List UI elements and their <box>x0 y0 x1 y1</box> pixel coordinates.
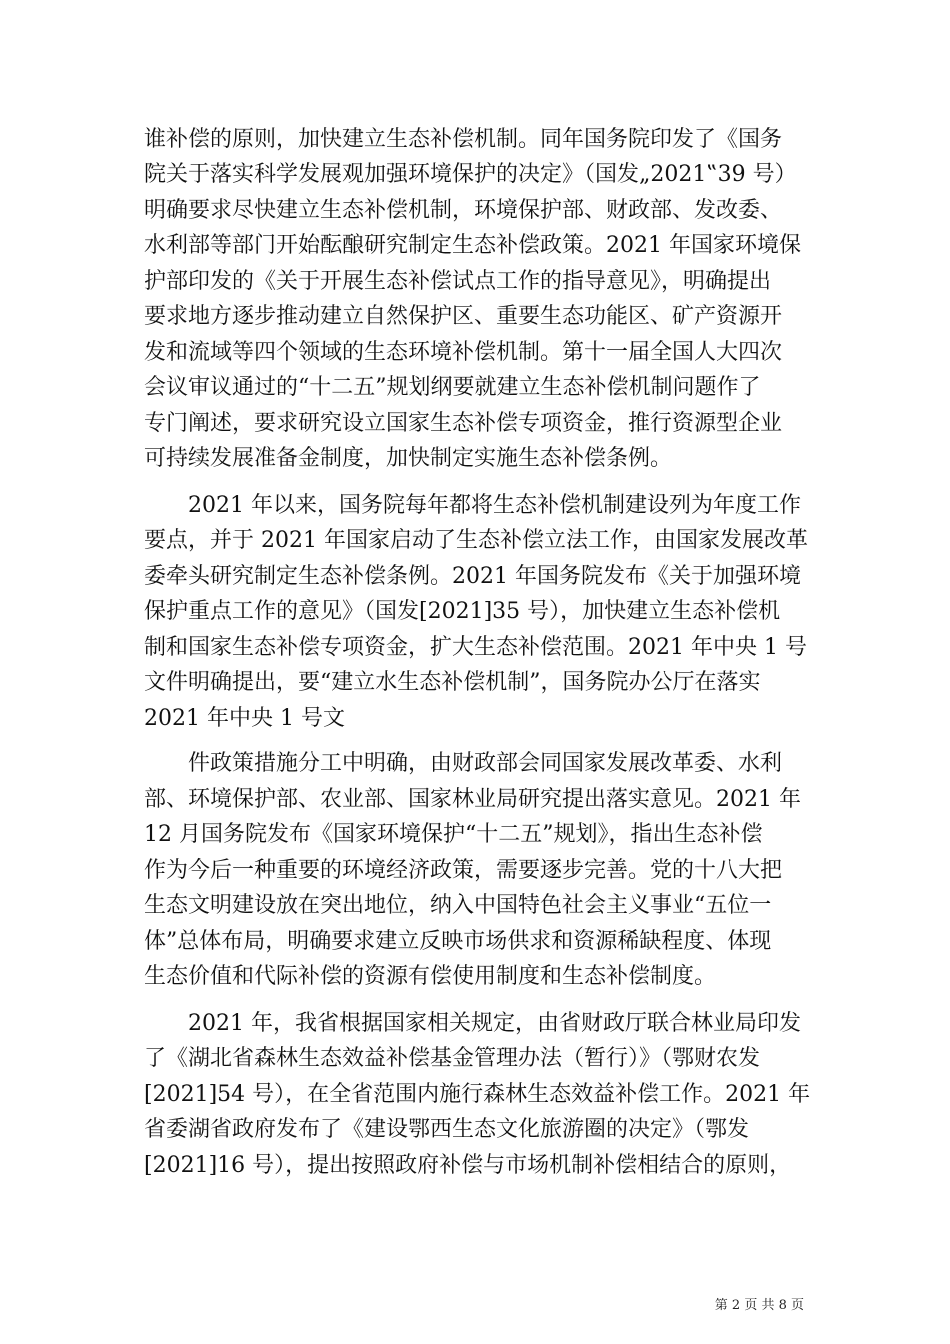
text-line: 12 月国务院发布《国家环境保护“十二五”规划》，指出生态补偿 <box>144 822 763 847</box>
text-line: 保护重点工作的意见》（国发[2021]35 号），加快建立生态补偿机 <box>144 599 781 624</box>
text-line: 要点，并于 2021 年国家启动了生态补偿立法工作，由国家发展改革 <box>144 528 808 553</box>
text-line: 专门阐述，要求研究设立国家生态补偿专项资金，推行资源型企业 <box>144 411 783 436</box>
text-line: [2021]54 号），在全省范围内施行森林生态效益补偿工作。2021 年 <box>144 1082 811 1107</box>
text-line: 部、环境保护部、农业部、国家林业局研究提出落实意见。2021 年 <box>144 787 801 812</box>
text-line: 明确要求尽快建立生态补偿机制，环境保护部、财政部、发改委、 <box>144 198 783 223</box>
text-line: 2021 年以来，国务院每年都将生态补偿机制建设列为年度工作 <box>188 493 801 518</box>
text-line: 护部印发的《关于开展生态补偿试点工作的指导意见》，明确提出 <box>144 269 772 294</box>
text-line: 院关于落实科学发展观加强环境保护的决定》（国发„2021‟39 号） <box>144 162 797 187</box>
text-line: 水利部等部门开始酝酿研究制定生态补偿政策。2021 年国家环境保 <box>144 233 801 258</box>
text-line: 2021 年中央 1 号文 <box>144 706 345 731</box>
text-line: 省委湖省政府发布了《建设鄂西生态文化旅游圈的决定》（鄂发 <box>144 1117 750 1142</box>
text-line: 会议审议通过的“十二五”规划纲要就建立生态补偿机制问题作了 <box>144 375 761 400</box>
text-line: 委牵头研究制定生态补偿条例。2021 年国务院发布《关于加强环境 <box>144 564 801 589</box>
text-line: [2021]16 号），提出按照政府补偿与市场机制补偿相结合的原则， <box>144 1153 792 1178</box>
text-line: 要求地方逐步推动建立自然保护区、重要生态功能区、矿产资源开 <box>144 304 783 329</box>
text-line: 文件明确提出，要“建立水生态补偿机制”，国务院办公厅在落实 <box>144 670 761 695</box>
text-line: 了《湖北省森林生态效益补偿基金管理办法（暂行）》（鄂财农发 <box>144 1046 761 1071</box>
text-line: 生态价值和代际补偿的资源有偿使用制度和生态补偿制度。 <box>144 964 717 989</box>
text-line: 件政策措施分工中明确，由财政部会同国家发展改革委、水利 <box>188 751 783 776</box>
text-line: 2021 年，我省根据国家相关规定，由省财政厅联合林业局印发 <box>188 1011 801 1036</box>
text-line: 体”总体布局，明确要求建立反映市场供求和资源稀缺程度、体现 <box>144 929 772 954</box>
page-number-footer: 第 2 页 共 8 页 <box>714 1298 804 1313</box>
text-line: 谁补偿的原则，加快建立生态补偿机制。同年国务院印发了《国务 <box>144 127 783 152</box>
text-line: 发和流域等四个领域的生态环境补偿机制。第十一届全国人大四次 <box>144 340 783 365</box>
text-line: 作为今后一种重要的环境经济政策，需要逐步完善。党的十八大把 <box>144 858 783 883</box>
text-line: 生态文明建设放在突出地位，纳入中国特色社会主义事业“五位一 <box>144 893 772 918</box>
text-line: 可持续发展准备金制度，加快制定实施生态补偿条例。 <box>144 446 673 471</box>
text-line: 制和国家生态补偿专项资金，扩大生态补偿范围。2021 年中央 1 号 <box>144 635 807 660</box>
